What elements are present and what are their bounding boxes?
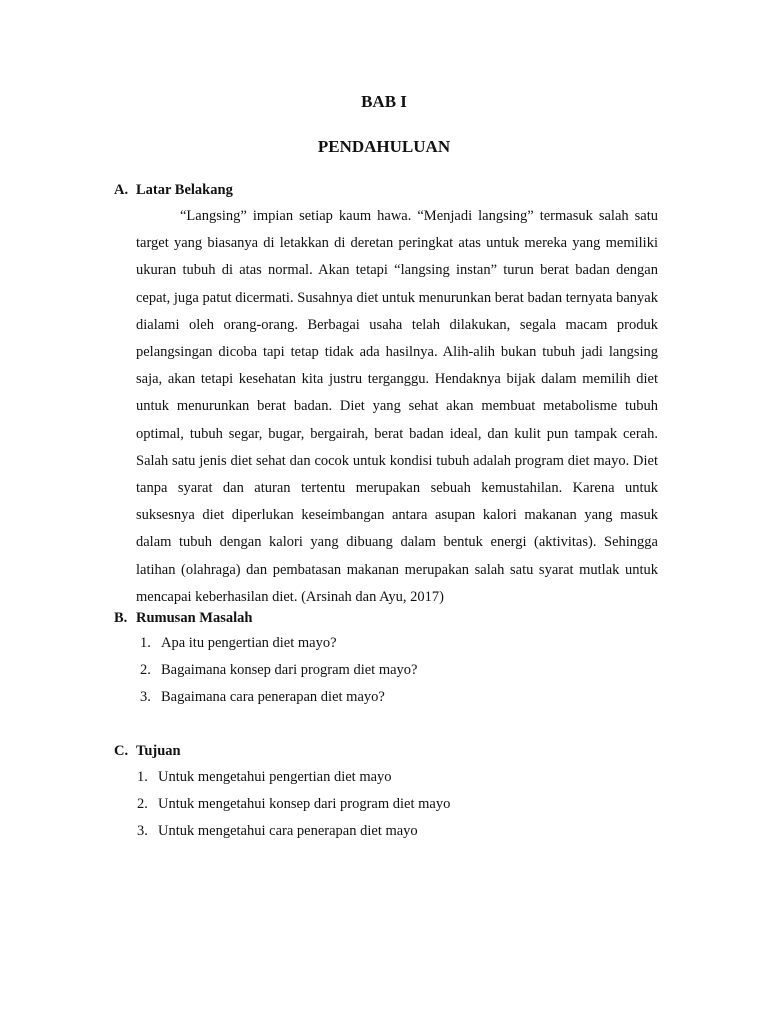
list-item [137,764,450,791]
section-b-title: Rumusan Masalah [136,610,253,626]
list-item-text: Apa itu pengertian diet mayo? [161,635,337,651]
list-item [137,791,450,818]
section-a-title: Latar Belakang [136,182,233,198]
section-b-heading [114,610,252,627]
list-item-text: Untuk mengetahui pengertian diet mayo [158,769,392,785]
section-c-heading [114,743,181,760]
list-item-number: 3. [140,689,151,705]
section-c-letter: C. [114,743,129,759]
list-item [137,818,450,845]
background-paragraph: “Langsing” impian setiap kaum hawa. “Menjadi langsing” termasuk salah satu target yang biasanya di letakkan di deretan peringkat atas untuk mereka yang memiliki ukuran tubuh di atas normal. Akan tetapi “langsing instan” turun berat badan dengan cepat, juga patut dicermati. Susahnya diet untuk menurunkan berat badan ternyata banyak dialami oleh orang-orang. Berbagai usaha telah dilakukan, segala macam produk pelangsingan dicoba tapi tetap tidak ada hasilnya. Alih-alih bukan tubuh jadi langsing saja, akan tetapi kesehatan kita justru terganggu. Hendaknya bijak dalam memilih diet untuk menurunkan berat badan. Diet yang sehat akan membuat metabolisme tubuh optimal, tubuh segar, bugar, bergairah, berat badan ideal, dan kulit pun tampak cerah. Salah satu jenis diet sehat dan cocok untuk kondisi tubuh adalah program diet mayo. Diet tanpa syarat dan aturan tertentu merupakan sebuah kemustahilan. Karena untuk suksesnya diet diperlukan keseimbangan antara asupan kalori makanan yang masuk dalam tubuh dengan kalori yang dibuang dalam bentuk energi (aktivitas). Sehingga latihan (olahraga) dan pembatasan makanan merupakan salah satu syarat mutlak untuk mencapai keberhasilan diet. (Arsinah dan Ayu, 2017) [136,208,658,605]
list-item-text: Bagaimana konsep dari program diet mayo? [161,662,418,678]
list-item [140,630,417,657]
list-item-number: 3. [137,823,148,839]
list-item-text: Bagaimana cara penerapan diet mayo? [161,689,385,705]
section-c-title: Tujuan [136,743,181,759]
chapter-number: BAB I [361,92,407,111]
list-item-number: 2. [140,662,151,678]
list-item-text: Untuk mengetahui cara penerapan diet mayo [158,823,418,839]
list-item [140,684,417,711]
list-item-text: Untuk mengetahui konsep dari program diet mayo [158,796,451,812]
section-b-letter: B. [114,610,128,626]
section-a-letter: A. [114,182,129,198]
list-item-number: 1. [140,635,151,651]
chapter-title: PENDAHULUAN [317,137,451,156]
objective-list [137,764,450,845]
section-a-heading [114,182,233,199]
list-item [140,657,417,684]
list-item-number: 2. [137,796,148,812]
problem-list [140,630,417,711]
list-item-number: 1. [137,769,148,785]
